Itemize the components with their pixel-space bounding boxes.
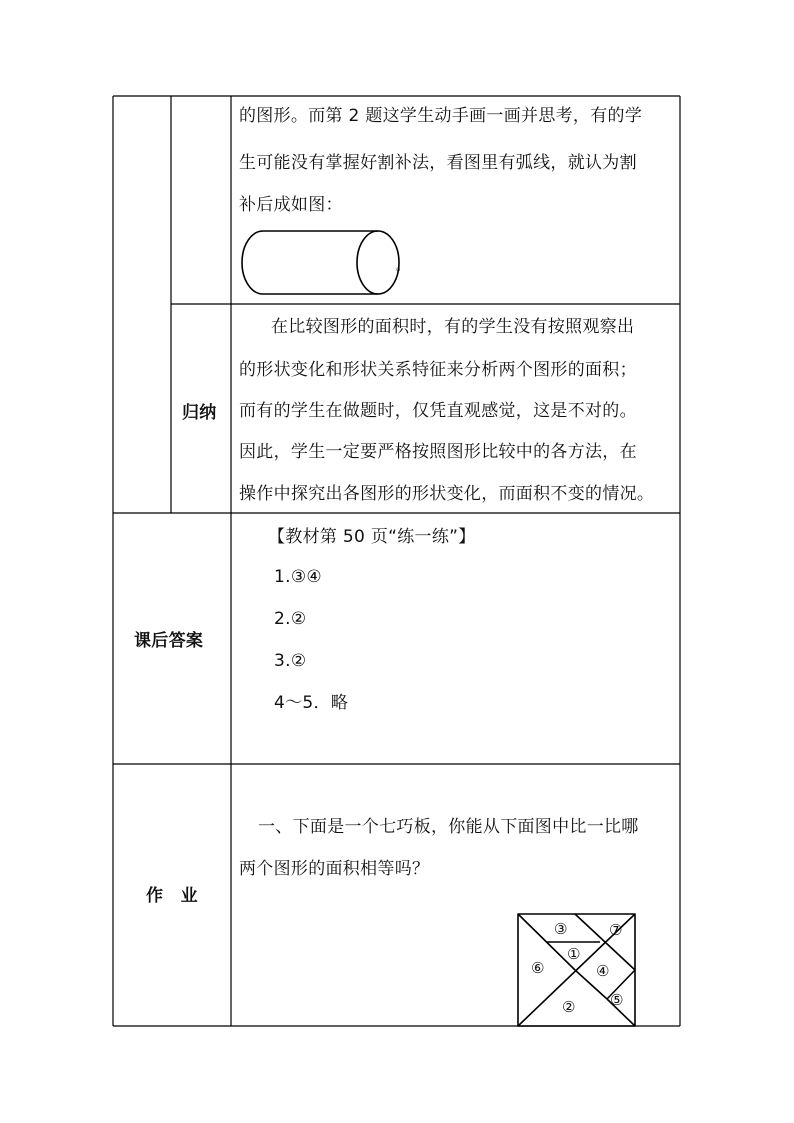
- tangram-label-2: ②: [562, 998, 576, 1016]
- text-line: 生可能没有掌握好割补法，看图里有弧线，就认为割: [239, 153, 637, 173]
- summary-label: 归纳: [182, 403, 217, 423]
- tangram-label-6: ⑥: [531, 959, 545, 977]
- text-line: 补后成如图：: [239, 195, 343, 215]
- homework-line: 一、下面是一个七巧板，你能从下面图中比一比哪: [258, 817, 639, 837]
- answers-heading: 【教材第 50 页“练一练”】: [268, 527, 476, 547]
- summary-line: 因此，学生一定要严格按照图形比较中的各方法，在: [239, 442, 637, 462]
- figure-dot: 。: [396, 259, 409, 273]
- tangram-label-4: ④: [596, 962, 610, 980]
- summary-line: 在比较图形的面积时，有的学生没有按照观察出: [271, 317, 635, 337]
- answers-label: 课后答案: [134, 631, 204, 651]
- answer-item: 2.②: [274, 609, 307, 629]
- text-line: 的图形。而第 2 题这学生动手画一画并思考，有的学: [239, 106, 643, 126]
- homework-label: 作 业: [146, 886, 198, 906]
- tangram-label-5: ⑤: [610, 991, 624, 1009]
- tangram-label-7: ⑦: [609, 921, 623, 939]
- answer-item: 1.③④: [274, 567, 322, 587]
- tangram-label-1: ①: [567, 945, 581, 963]
- cylinder-figure: [238, 226, 413, 301]
- summary-line: 的形状变化和形状关系特征来分析两个图形的面积；: [239, 360, 637, 380]
- summary-line: 操作中探究出各图形的形状变化，而面积不变的情况。: [239, 484, 655, 504]
- answer-item: 3.②: [274, 651, 307, 671]
- homework-line: 两个图形的面积相等吗？: [239, 859, 430, 879]
- summary-line: 而有的学生在做题时，仅凭直观感觉，这是不对的。: [239, 401, 637, 421]
- answer-item: 4～5．略: [274, 693, 349, 713]
- tangram-label-3: ③: [554, 920, 568, 938]
